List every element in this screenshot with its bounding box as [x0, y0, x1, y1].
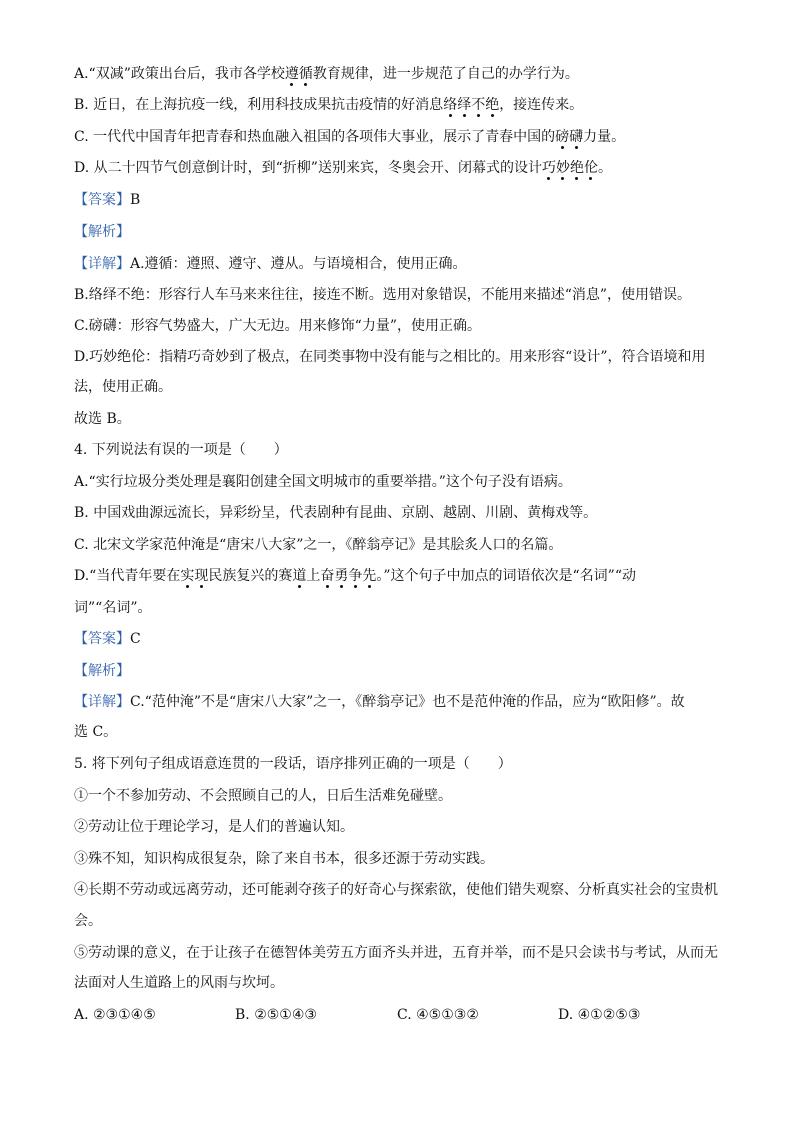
q3-detail-c: C.磅礴：形容气势盛大，广大无边。用来修饰“力量”，使用正确。 [74, 318, 481, 334]
q3-option-b [74, 95, 724, 115]
analysis-tag: 【解析】 [74, 663, 130, 679]
emphasis-dotted-word [285, 66, 313, 82]
q5-sentence-4-line1: ④长期不劳动或远离劳动，还可能剥夺孩子的好奇心与探索欲，使他们错失观察、分析真实社会的宝贵机 [74, 882, 718, 898]
text: ，接连传来。 [499, 97, 584, 113]
emphasis-char: 不 [471, 97, 486, 113]
emphasis-char: 实 [180, 568, 195, 584]
q5-option-a: A. ②③①④⑤ [74, 1007, 156, 1023]
q4-option-b: B. 中国戏曲源远流长，异彩纷呈，代表剧种有昆曲、京剧、越剧、川剧、黄梅戏等。 [74, 505, 598, 521]
text: D.“当代青年要在 [74, 568, 181, 584]
q5-sentence-5-line1: ⑤劳动课的意义，在于让孩子在德智体美劳五方面齐头并进，五育并举，而不是只会读书与考试，从而无 [74, 945, 718, 961]
detail-tag: 【详解】 [74, 256, 130, 272]
emphasis-char: 遵 [284, 66, 299, 82]
emphasis-char: 伦 [583, 160, 598, 176]
q4-option-c: C. 北宋文学家范仲淹是“唐宋八大家”之一，《醉翁亭记》是其脍炙人口的名篇。 [74, 537, 563, 553]
q5-sentence-5-line2: 法面对人生道路上的风雨与坎坷。 [74, 975, 284, 991]
emphasis-char: 道 [292, 568, 307, 584]
q3-option-d [74, 158, 724, 178]
q3-detail-d-line1: D.巧妙绝伦：指精巧奇妙到了极点，在同类事物中没有能与之相比的。用来形容“设计”，符合语境和用 [74, 349, 706, 365]
emphasis-dotted-word [180, 568, 208, 584]
q4-stem: 4. 下列说法有误的一项是（ ） [74, 442, 288, 458]
answer-tag: 【答案】 [74, 192, 130, 208]
emphasis-char: 绝 [569, 160, 584, 176]
q5-sentence-1: ①一个不参加劳动、不会照顾自己的人，日后生活难免碰壁。 [74, 788, 452, 804]
q3-detail-b: B.络绎不绝：形容行人车马来来往往，接连不断。选用对象错误，不能用来描述“消息”，使用错误。 [74, 287, 692, 303]
q5-option-d: D. ④①②⑤③ [558, 1007, 641, 1023]
emphasis-char: 争 [348, 568, 363, 584]
emphasis-dotted-word [555, 129, 583, 145]
q4-detail-line2: 选 C。 [74, 724, 118, 740]
emphasis-char: 现 [194, 568, 209, 584]
text: 力量。 [583, 129, 626, 145]
answer-value: B [130, 192, 141, 208]
emphasis-char: 循 [298, 66, 313, 82]
answer-tag: 【答案】 [74, 631, 130, 647]
emphasis-char: 妙 [555, 160, 570, 176]
emphasis-dotted-word [443, 97, 499, 113]
q5-sentence-4-line2: 会。 [74, 913, 102, 929]
emphasis-char: 绝 [485, 97, 500, 113]
q4-detail-line1 [74, 692, 724, 712]
emphasis-dotted-word [542, 160, 598, 176]
text: D. 从二十四节气创意倒计时，到“折柳”送别来宾，冬奥会开、闭幕式的设计 [74, 160, 542, 176]
q4-option-a: A.“实行垃圾分类处理是襄阳创建全国文明城市的重要举措。”这个句子没有语病。 [74, 474, 572, 490]
q5-sentence-3: ③殊不知，知识构成很复杂，除了来自书本，很多还源于劳动实践。 [74, 851, 494, 867]
emphasis-dotted-word [292, 568, 306, 584]
q5-option-c: C. ④⑤①③② [397, 1007, 479, 1023]
q5-sentence-2: ②劳动让位于理论学习，是人们的普遍认知。 [74, 819, 354, 835]
text: 民族复兴的赛 [208, 568, 293, 584]
text: B. 近日，在上海抗疫一线，利用科技成果抗击疫情的好消息 [74, 97, 444, 113]
q3-detail-a [74, 254, 724, 274]
emphasis-char: 绎 [457, 97, 472, 113]
text: A.“双减”政策出台后，我市各学校 [74, 66, 285, 82]
text: C.“范仲淹”不是“唐宋八大家”之一，《醉翁亭记》也不是范仲淹的作品，应为“欧阳修”。故 [130, 694, 685, 710]
emphasis-dotted-word [320, 568, 376, 584]
answer-value: C [130, 631, 141, 647]
q4-analysis-heading [74, 661, 724, 681]
q4-answer [74, 629, 724, 649]
detail-tag: 【详解】 [74, 694, 130, 710]
text: A.遵循：遵照、遵守、遵从。与语境相合，使用正确。 [130, 256, 467, 272]
emphasis-char: 先 [362, 568, 377, 584]
emphasis-char: 磅 [555, 129, 570, 145]
q3-option-c [74, 127, 724, 147]
emphasis-char: 勇 [334, 568, 349, 584]
q5-option-b: B. ②⑤①④③ [235, 1007, 317, 1023]
text: C. 一代代中国青年把青春和热血融入祖国的各项伟大事业，展示了青春中国的 [74, 129, 556, 145]
emphasis-char: 奋 [320, 568, 335, 584]
q4-option-d-line1 [74, 566, 724, 586]
emphasis-char: 络 [443, 97, 458, 113]
emphasis-char: 巧 [541, 160, 556, 176]
emphasis-char: 礴 [569, 129, 584, 145]
text: 教育规律，进一步规范了自己的办学行为。 [312, 66, 579, 82]
q3-analysis-heading [74, 222, 724, 242]
q3-detail-d-line2: 法，使用正确。 [74, 379, 172, 395]
q4-option-d-line2: 词”“名词”。 [74, 600, 152, 616]
q3-conclusion: 故选 B。 [74, 411, 131, 427]
text: 。 [597, 160, 612, 176]
text: 。”这个句子中加点的词语依次是“名词”“动 [376, 568, 636, 584]
q3-answer [74, 190, 724, 210]
text: 上 [306, 568, 321, 584]
q5-stem: 5. 将下列句子组成语意连贯的一段话，语序排列正确的一项是（ ） [74, 756, 512, 772]
analysis-tag: 【解析】 [74, 224, 130, 240]
q3-option-a [74, 64, 724, 84]
